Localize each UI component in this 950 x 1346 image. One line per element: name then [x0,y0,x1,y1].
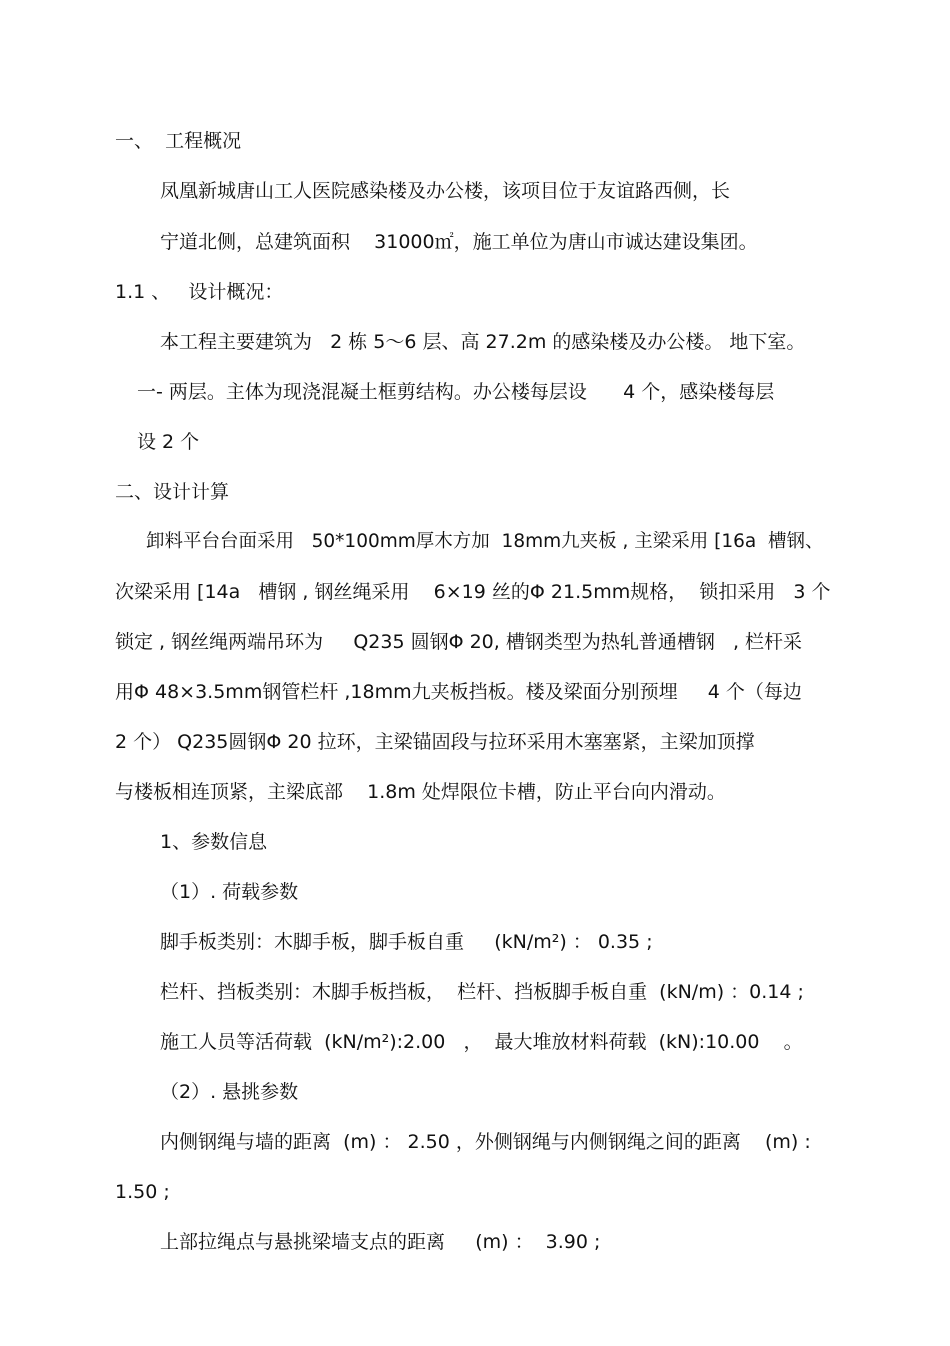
parameter-line: 栏杆、挡板类别：木脚手板挡板， 栏杆、挡板脚手板自重 (kN/m) ：0.14 ; [160,981,804,1003]
heading-design-calculation: 二、设计计算 [115,481,230,503]
parameter-line: 内侧钢绳与墙的距离 (m) ： 2.50 ，外侧钢绳与内侧钢绳之间的距离 (m) : [160,1131,811,1153]
paragraph-line: 2 个） Q235圆钢Φ 20 拉环，主梁锚固段与拉环采用木塞塞紧，主梁加顶撑 [115,731,755,753]
subheading-cantilever-parameters: （2）. 悬挑参数 [160,1081,299,1103]
paragraph-line: 锁定 , 钢丝绳两端吊环为 Q235 圆钢Φ 20, 槽钢类型为热轧普通槽钢 , 栏杆采 [115,631,803,653]
paragraph-line: 宁道北侧，总建筑面积 31000㎡，施工单位为唐山市诚达建设集团。 [160,231,758,253]
subheading-parameter-info: 1、参数信息 [160,831,268,853]
parameter-line: 上部拉绳点与悬挑梁墙支点的距离 (m) ： 3.90 ; [160,1231,601,1253]
parameter-line: 脚手板类别：木脚手板，脚手板自重 (kN/m²) ： 0.35 ; [160,931,653,953]
paragraph-line: 凤凰新城唐山工人医院感染楼及办公楼，该项目位于友谊路西侧，长 [160,180,731,202]
paragraph-line: 设 2 个 [137,431,200,453]
paragraph-line: 用Φ 48×3.5mm钢管栏杆 ,18mm九夹板挡板。楼及梁面分别预埋 4 个（每边 [115,681,802,703]
paragraph-line: 本工程主要建筑为 2 栋 5～6 层、高 27.2m 的感染楼及办公楼。 地下室。 [160,331,806,353]
heading-project-overview: 一、 工程概况 [115,130,242,152]
parameter-line: 施工人员等活荷载 (kN/m²):2.00 ， 最大堆放材料荷载 (kN):10.00 。 [160,1031,803,1053]
paragraph-line: 一- 两层。主体为现浇混凝土框剪结构。办公楼每层设 4 个，感染楼每层 [137,381,775,403]
paragraph-line: 次梁采用 [14a 槽钢 , 钢丝绳采用 6×19 丝的Φ 21.5mm规格， 锁扣采用 3 个 [115,581,831,603]
subheading-load-parameters: （1）. 荷载参数 [160,881,299,903]
parameter-line: 1.50 ; [115,1181,170,1203]
paragraph-line: 与楼板相连顶紧，主梁底部 1.8m 处焊限位卡槽，防止平台向内滑动。 [115,781,726,803]
paragraph-line: 卸料平台台面采用 50*100mm厚木方加 18mm九夹板 , 主梁采用 [16a 槽钢、 [146,531,824,552]
heading-design-overview: 1.1 、 设计概况： [115,281,284,303]
